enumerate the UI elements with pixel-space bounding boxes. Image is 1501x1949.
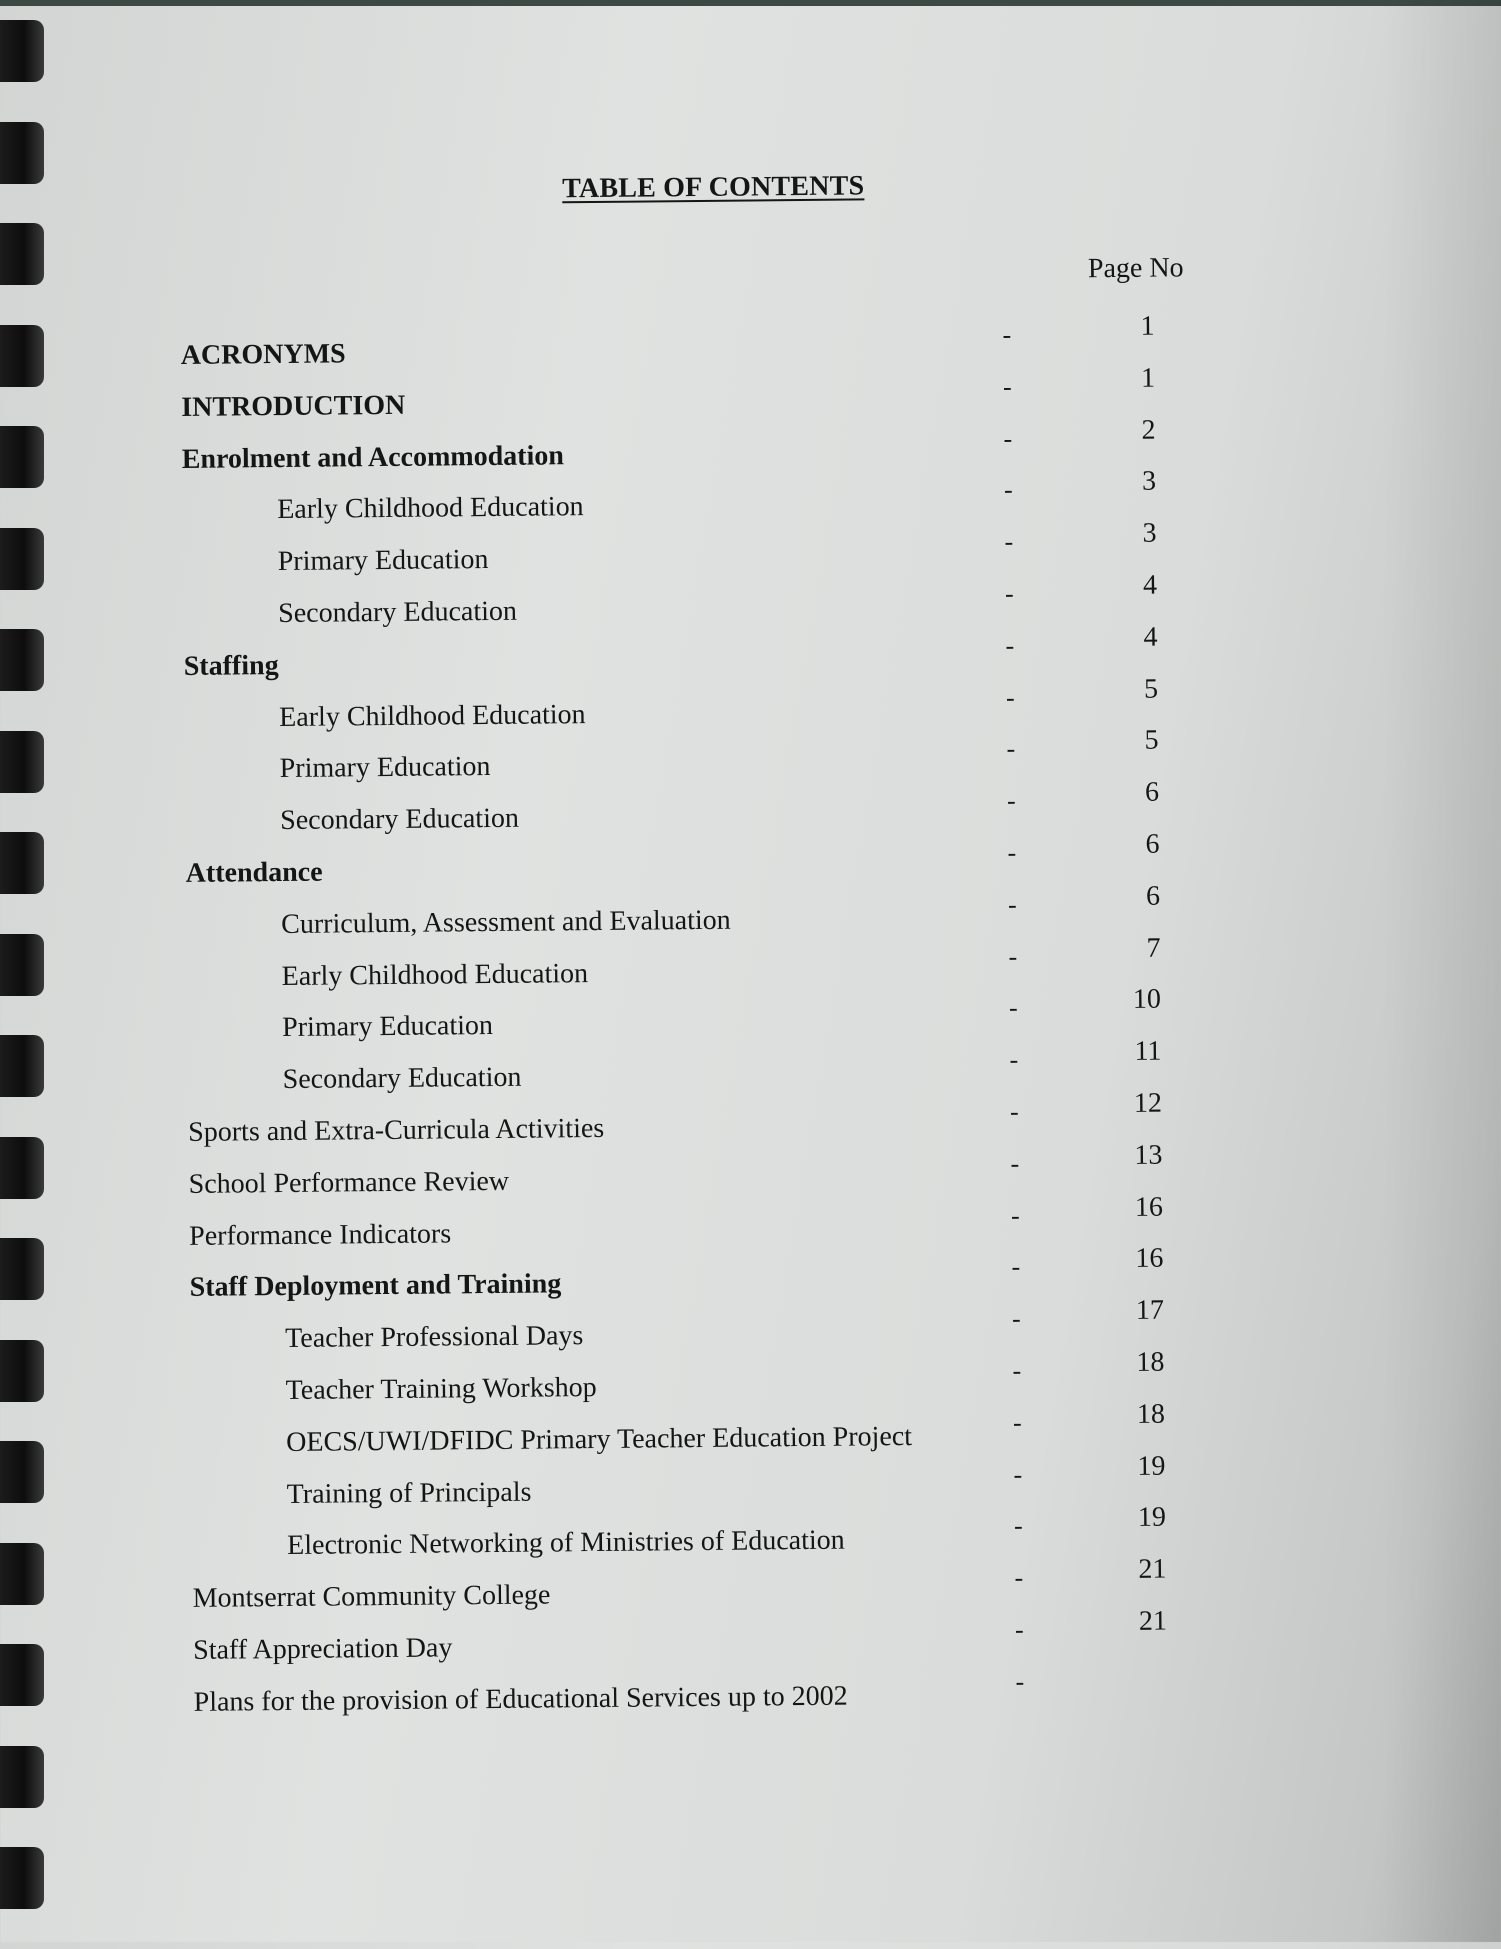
- toc-page-number: 10: [1132, 983, 1162, 1016]
- toc-entry: [0, 724, 1500, 796]
- toc-entry: [8, 1666, 1501, 1728]
- toc-page-number: 18: [1136, 1346, 1165, 1378]
- toc-leader-dash: -: [1006, 786, 1016, 816]
- toc-entry: [0, 673, 1499, 744]
- toc-subsection-title: Primary Education: [277, 544, 489, 578]
- toc-entry: [7, 1553, 1501, 1624]
- toc-subsection-title: OECS/UWI/DFIDC Primary Teacher Education Project: [286, 1420, 913, 1458]
- toc-page-number: 16: [1135, 1242, 1164, 1275]
- toc-entry: [5, 1346, 1501, 1417]
- toc-leader-dash: -: [1002, 319, 1012, 350]
- toc-subsection-title: Teacher Professional Days: [285, 1320, 584, 1355]
- toc-section-title: School Performance Review: [188, 1165, 510, 1200]
- toc-subsection-title: Early Childhood Education: [277, 491, 584, 526]
- toc-leader-dash: -: [1008, 993, 1018, 1023]
- toc-page-number: 21: [1138, 1553, 1167, 1586]
- toc-section-title: Sports and Extra-Curricula Activities: [188, 1112, 605, 1148]
- toc-subsection-title: Training of Principals: [286, 1476, 532, 1510]
- toc-page-number: 1: [1140, 310, 1155, 342]
- toc-subsection-title: Early Childhood Education: [281, 957, 589, 992]
- toc-leader-dash: -: [1013, 1511, 1023, 1541]
- toc-entry: [3, 1191, 1501, 1262]
- toc-entry: [2, 1087, 1501, 1158]
- toc-page-number: 3: [1141, 465, 1157, 498]
- toc-section-title: Staff Appreciation Day: [193, 1632, 453, 1666]
- toc-entry: [6, 1450, 1501, 1521]
- toc-leader-dash: -: [1011, 1252, 1021, 1282]
- toc-leader-dash: -: [1005, 682, 1015, 712]
- toc-leader-dash: -: [1007, 889, 1017, 919]
- toc-section-title: Montserrat Community College: [192, 1579, 551, 1615]
- toc-section-title: Enrolment and Accommodation: [181, 439, 565, 475]
- toc-entry: [2, 1035, 1501, 1106]
- toc-entry: [1, 983, 1501, 1055]
- toc-leader-dash: -: [1005, 630, 1015, 660]
- toc-page-number: 12: [1133, 1087, 1163, 1119]
- toc-leader-dash: -: [1012, 1355, 1022, 1386]
- toc-page-number: 11: [1134, 1035, 1162, 1068]
- toc-page-number: 18: [1136, 1398, 1166, 1430]
- toc-section-title: Staff Deployment and Training: [189, 1268, 562, 1304]
- toc-subsection-title: Secondary Education: [282, 1061, 522, 1096]
- toc-page-number: 17: [1135, 1294, 1165, 1327]
- toc-entry: [0, 310, 1496, 381]
- toc-subsection-title: Electronic Networking of Ministries of Education: [287, 1525, 845, 1562]
- toc-section-title: Performance Indicators: [189, 1217, 452, 1252]
- toc-entry: [4, 1294, 1501, 1365]
- toc-page-number: 4: [1142, 569, 1158, 601]
- toc-entry: [4, 1242, 1501, 1314]
- toc-entry: [0, 517, 1498, 589]
- toc-page-number: 7: [1146, 932, 1161, 964]
- toc-leader-dash: -: [1010, 1200, 1020, 1230]
- page-number-column-header: Page No: [1087, 252, 1184, 285]
- toc-section-title: Attendance: [185, 856, 323, 889]
- toc-subsection-title: Teacher Training Workshop: [285, 1372, 597, 1406]
- toc-leader-dash: -: [1015, 1666, 1025, 1696]
- toc-page-number: 4: [1143, 621, 1158, 653]
- toc-subsection-title: Secondary Education: [278, 595, 518, 630]
- toc-leader-dash: -: [1009, 1096, 1019, 1127]
- toc-subsection-title: Primary Education: [279, 751, 491, 785]
- toc-entry: [0, 880, 1501, 951]
- toc-entry: [0, 569, 1498, 640]
- toc-page-number: 2: [1141, 414, 1156, 446]
- toc-page-number: 6: [1144, 776, 1160, 808]
- toc-subsection-title: Primary Education: [282, 1010, 494, 1044]
- toc-page-number: 1: [1140, 362, 1156, 394]
- toc-subsection-title: Curriculum, Assessment and Evaluation: [281, 904, 731, 940]
- toc-section-title: ACRONYMS: [180, 338, 346, 371]
- toc-leader-dash: -: [1009, 1045, 1019, 1075]
- toc-entry: [5, 1398, 1501, 1469]
- toc-leader-dash: -: [1014, 1563, 1024, 1593]
- toc-entry: [7, 1605, 1501, 1676]
- toc-section-title: Plans for the provision of Educational Services up to 2002: [193, 1680, 848, 1718]
- toc-entry: [1, 932, 1501, 1003]
- page-title: TABLE OF CONTENTS: [562, 170, 865, 205]
- toc-entry: [0, 828, 1501, 899]
- toc-entry: [6, 1501, 1501, 1573]
- toc-leader-dash: -: [1014, 1614, 1024, 1645]
- toc-entry: [3, 1139, 1501, 1210]
- toc-entry: [0, 362, 1496, 433]
- toc-leader-dash: -: [1011, 1304, 1021, 1334]
- toc-leader-dash: -: [1004, 578, 1014, 609]
- toc-leader-dash: -: [1002, 371, 1012, 401]
- toc-entry: [0, 776, 1500, 848]
- toc-page-number: 13: [1134, 1139, 1163, 1171]
- toc-entry: [0, 465, 1497, 537]
- toc-entry: [0, 414, 1497, 485]
- toc-page-number: 3: [1142, 517, 1157, 549]
- toc-entry: [0, 621, 1499, 692]
- toc-leader-dash: -: [1013, 1459, 1023, 1489]
- toc-leader-dash: -: [1003, 423, 1013, 453]
- toc-page-number: 6: [1145, 880, 1161, 912]
- toc-section-title: Staffing: [183, 649, 279, 682]
- toc-subsection-title: Secondary Education: [280, 802, 520, 837]
- toc-leader-dash: -: [1007, 837, 1017, 868]
- toc-page-number: 16: [1134, 1191, 1164, 1223]
- toc-leader-dash: -: [1008, 941, 1018, 971]
- toc-leader-dash: -: [1012, 1407, 1022, 1437]
- toc-page-number: 19: [1137, 1450, 1166, 1482]
- toc-leader-dash: -: [1006, 734, 1016, 764]
- toc-page-number: 5: [1144, 724, 1159, 757]
- toc-leader-dash: -: [1010, 1148, 1020, 1178]
- toc-leader-dash: -: [1003, 475, 1013, 505]
- toc-page-number: 6: [1145, 828, 1160, 860]
- toc-page-number: 21: [1138, 1605, 1168, 1637]
- toc-page-number: 5: [1143, 673, 1159, 705]
- toc-page-number: 19: [1137, 1501, 1167, 1534]
- toc-section-title: INTRODUCTION: [181, 389, 406, 423]
- toc-leader-dash: -: [1004, 527, 1014, 557]
- toc-subsection-title: Early Childhood Education: [279, 698, 586, 733]
